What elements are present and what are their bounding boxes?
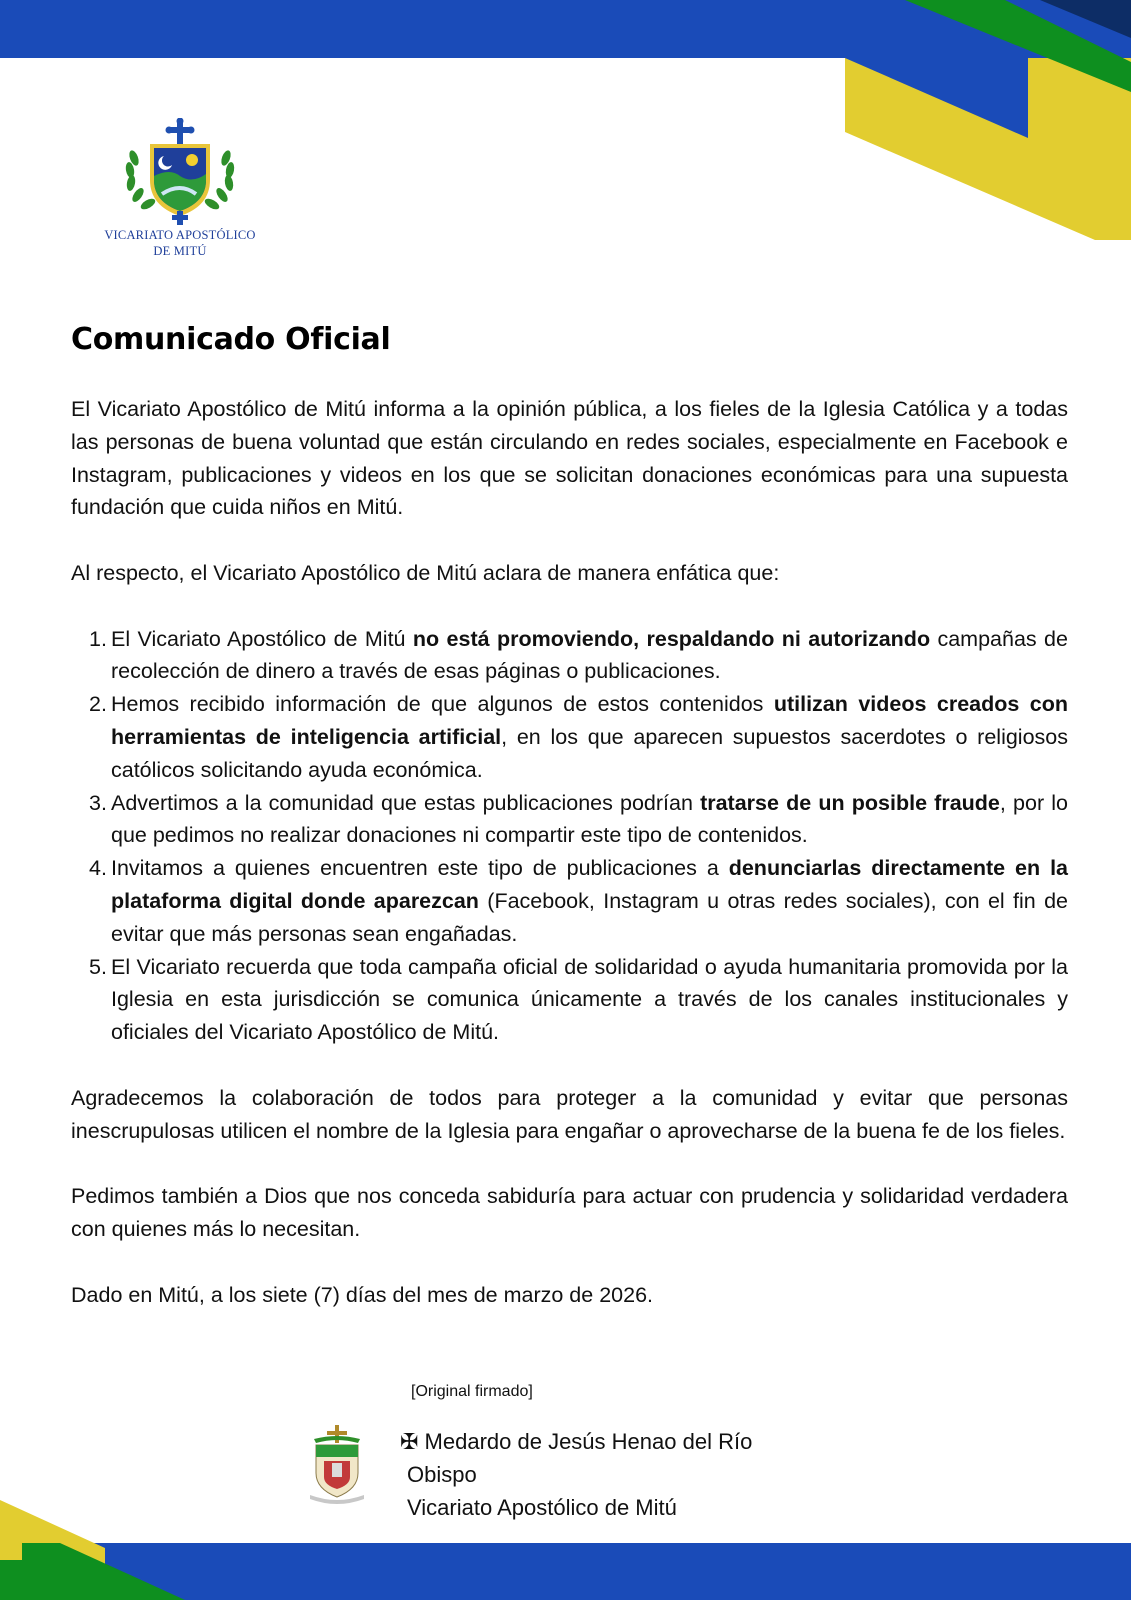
thanks-paragraph: Agradecemos la colaboración de todos para proteger a la comunidad y evitar que personas inescrupulosas utilicen el nombre de la Iglesia para engañar o aprovecharse de la buena fe de los fieles. [71,1085,1068,1143]
list-item-text-end: , por lo que pedimos no realizar donaciones ni compartir este tipo de contenidos. [111,790,1068,848]
list-item [71,852,1068,950]
list-item-number: 3. [89,790,107,815]
intro-paragraph: El Vicariato Apostólico de Mitú informa a la opinión pública, a los fieles de la Iglesia Católica y a todas las personas de buena voluntad que están circulando en redes sociales, especialmente en Facebook e Instagram, publicaciones y videos en los que se solicitan donaciones económicas para una supuesta fundación que cuida niños en Mitú. [71,397,1068,520]
list-item-bold-text: no está promoviendo, respaldando ni autorizando [412,626,931,651]
list-item-text: Advertimos a la comunidad que estas publicaciones podrían [111,790,701,815]
list-item-text-end: , en los que aparecen supuestos sacerdotes o religiosos católicos solicitando ayuda económica. [111,724,1069,782]
list-item [71,688,1068,786]
date-line: Dado en Mitú, a los siete (7) días del mes de marzo de 2026. [71,1282,654,1307]
signature-block [400,1426,752,1524]
list-item-text-end: (Facebook, Instagram u otras redes sociales), con el fin de evitar que más personas sean engañadas. [111,888,1069,946]
page-title: Comunicado Oficial [71,322,391,357]
list-item-text: Hemos recibido información de que algunos de estos contenidos [111,692,774,717]
list-item-number: 4. [89,856,107,881]
vicariate-logo [100,118,260,268]
document-body [71,393,1068,1344]
list-item-number: 2. [89,692,107,717]
signer-name: ✠ Medardo de Jesús Henao del Río [400,1429,753,1454]
bottom-left-green-left [0,1560,22,1600]
logo-text-line1: VICARIATO APOSTÓLICO [104,228,256,242]
list-item-text: El Vicariato recuerda que toda campaña oficial de solidaridad o ayuda humanitaria promovida por la Iglesia en esta jurisdicción se comunica únicamente a través de los canales institucionales y oficiales del Vicariato Apostólico de Mitú. [111,954,1068,1045]
respect-paragraph: Al respecto, el Vicariato Apostólico de Mitú aclara de manera enfática que: [71,560,780,585]
coat-of-arms-icon [100,118,260,226]
prayer-paragraph: Pedimos también a Dios que nos conceda sabiduría para actuar con prudencia y solidaridad verdadera con quienes más lo necesitan. [71,1184,1068,1241]
list-item-bold-text: denunciarlas directamente en la plataforma digital donde aparezcan [111,856,1069,913]
bottom-blue-band [0,1543,1131,1600]
original-signed-note: [Original firmado] [411,1383,533,1400]
list-item [71,951,1068,1049]
list-item-text: El Vicariato Apostólico de Mitú [111,626,413,651]
list-item-number: 5. [89,954,107,979]
bishop-seal-icon [302,1425,372,1507]
signer-role: Obispo [407,1461,477,1487]
list-item [71,623,1068,689]
list-item-number: 1. [89,626,107,651]
list-item-text-end: campañas de recolección de dinero a través de esas páginas o publicaciones. [111,626,1068,684]
list-item [71,787,1068,853]
list-item-text: Invitamos a quienes encuentren este tipo de publicaciones a [111,856,729,881]
clarification-list [71,623,1068,1049]
list-item-bold-text: utilizan videos creados con herramientas de inteligencia artificial [111,692,1068,749]
signer-organization: Vicariato Apostólico de Mitú [407,1494,677,1520]
bishop-seal [302,1425,372,1507]
logo-text-line2: DE MITÚ [153,244,207,258]
list-item-bold-text: tratarse de un posible fraude [700,790,1000,815]
